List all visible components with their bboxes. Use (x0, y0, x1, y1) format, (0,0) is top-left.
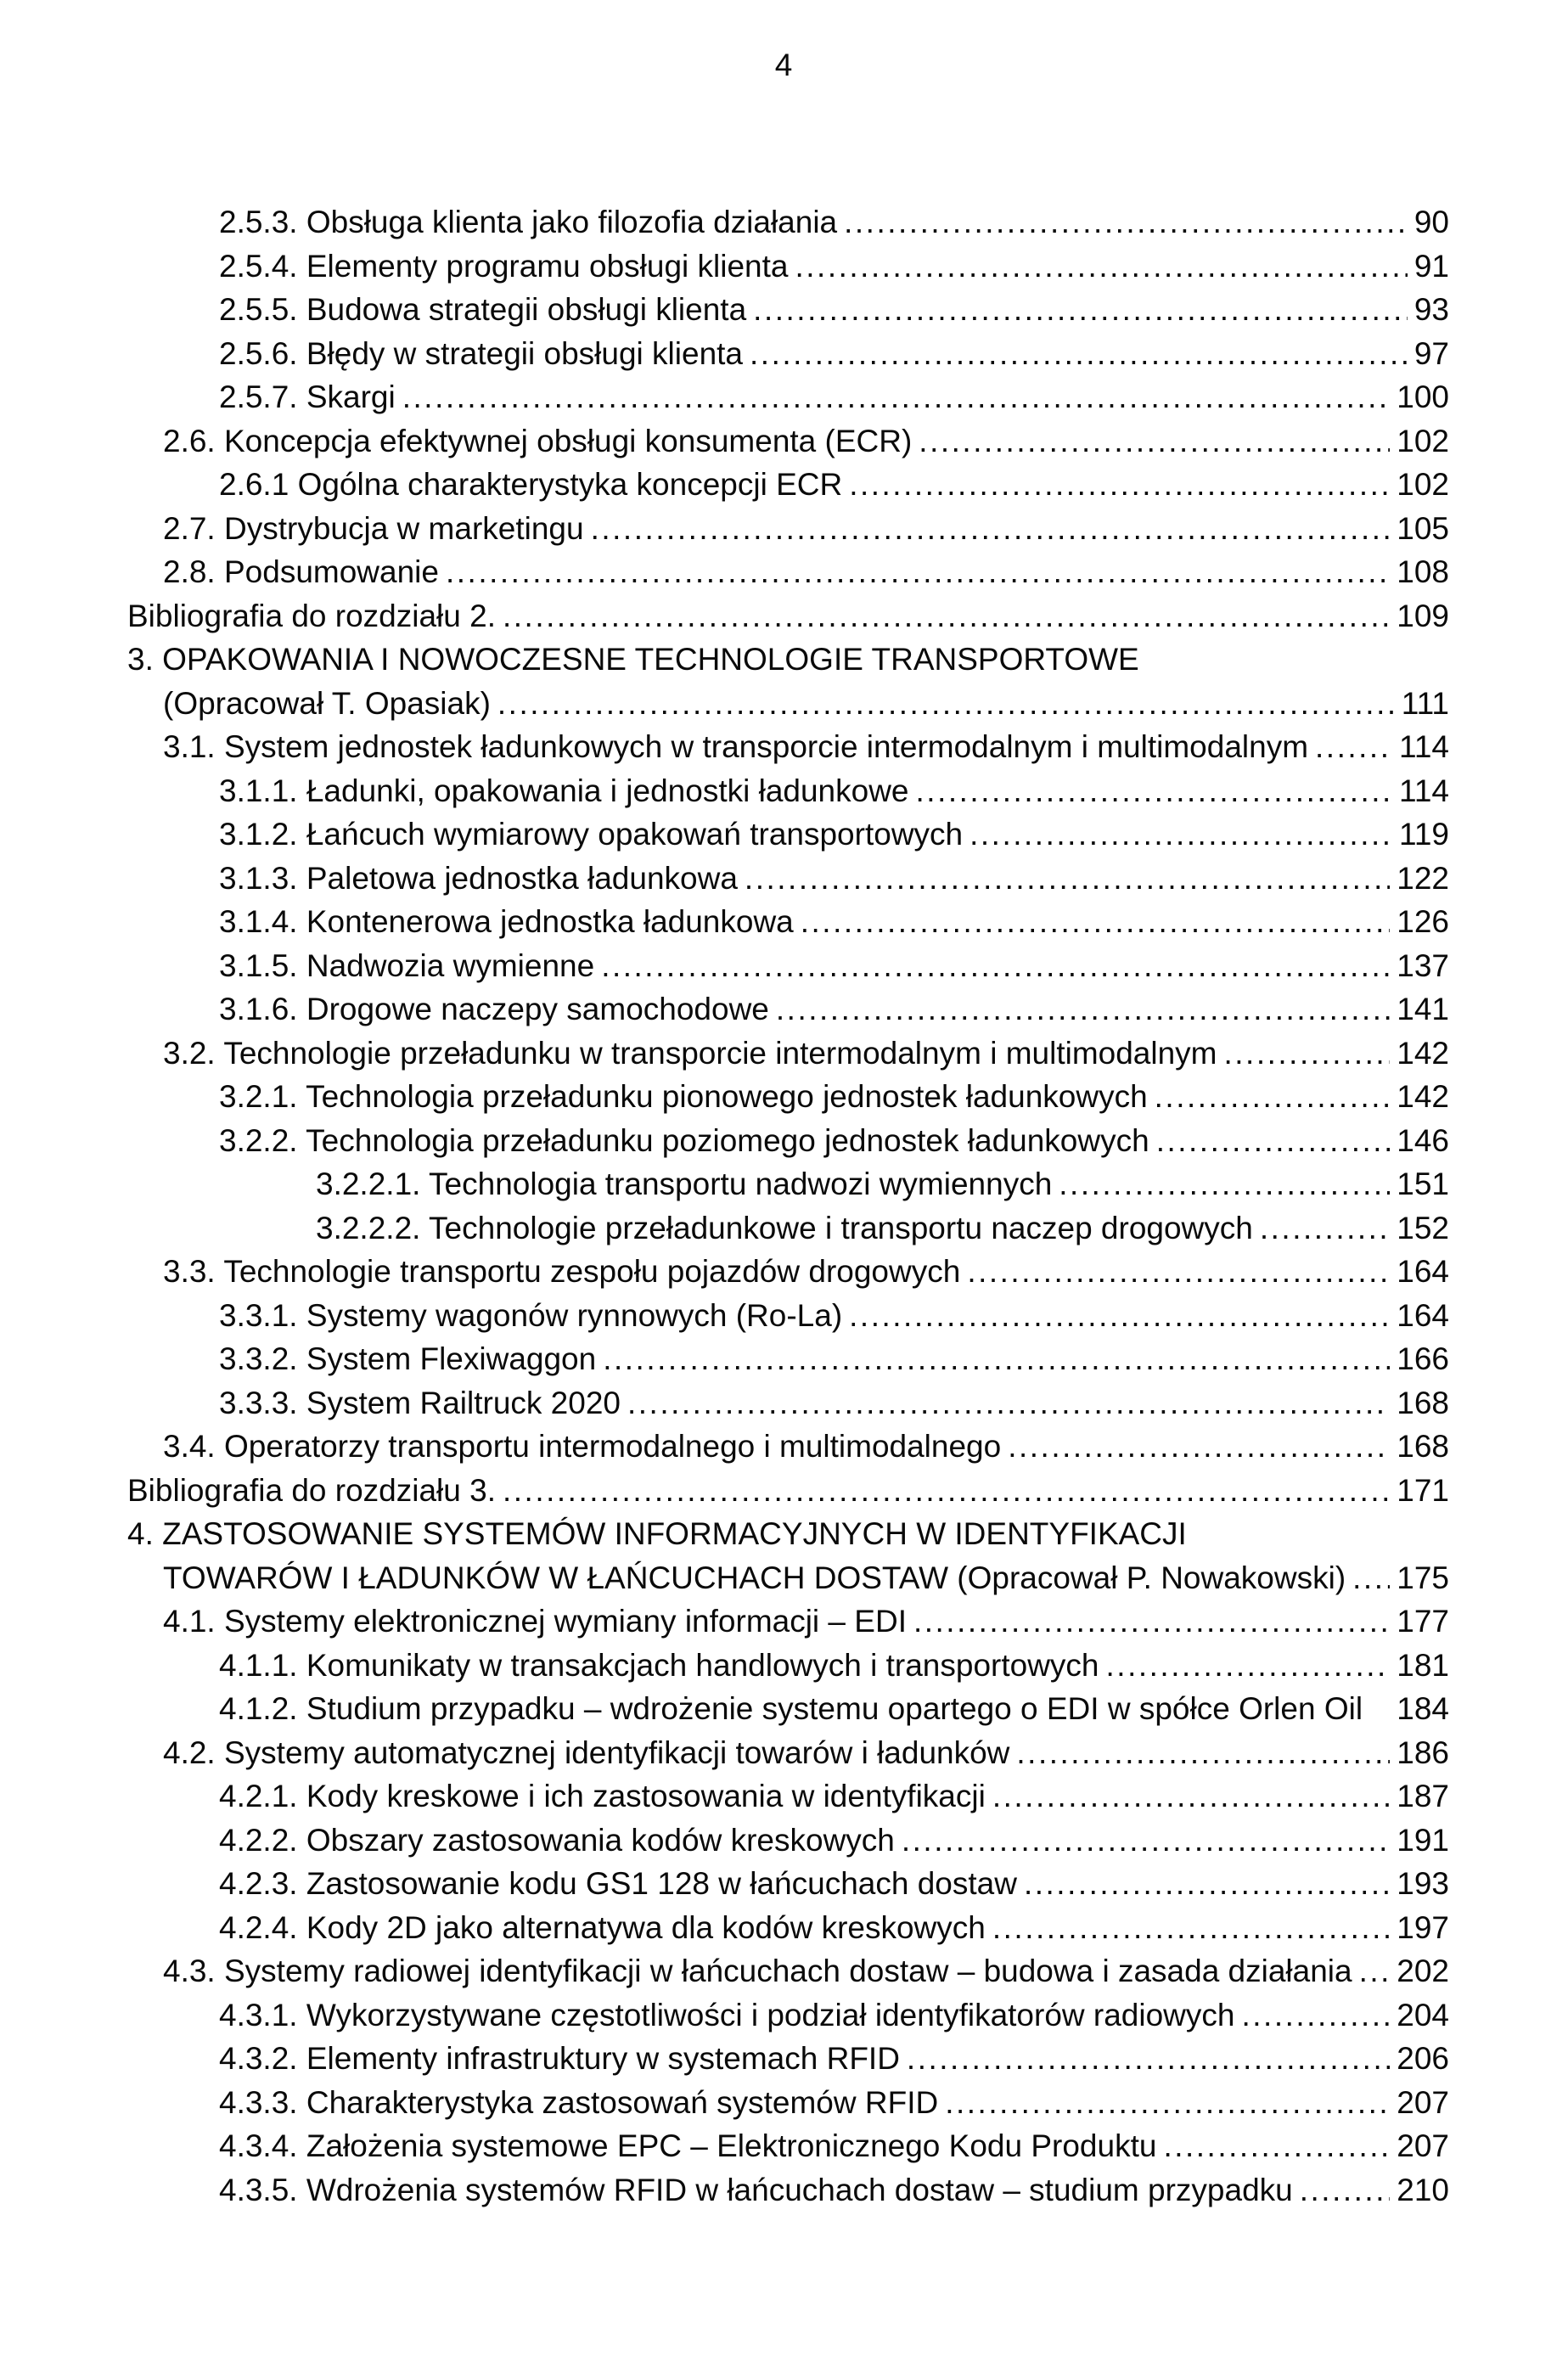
toc-entry-title: 3.1.3. Paletowa jednostka ładunkowa (219, 860, 738, 896)
toc-entry-page: 166 (1397, 1341, 1449, 1376)
toc-entry-page: 142 (1397, 1079, 1449, 1114)
toc-entry (127, 1644, 1449, 1688)
toc-leader-dots (503, 1469, 1390, 1513)
toc-entry (127, 1032, 1449, 1076)
toc-entry-page: 181 (1397, 1647, 1449, 1683)
toc-entry-page: 164 (1397, 1297, 1449, 1333)
toc-entry-page: 114 (1399, 773, 1449, 808)
toc-entry-title: 4.2.2. Obszary zastosowania kodów kreskowych (219, 1822, 895, 1858)
toc-entry-page: 102 (1397, 467, 1449, 502)
toc-entry-title: Bibliografia do rozdziału 3. (127, 1472, 496, 1508)
toc-leader-dots (849, 1294, 1390, 1338)
toc-entry-page: 126 (1397, 904, 1449, 939)
toc-entry-page: 100 (1397, 380, 1449, 414)
toc-entry-page: 206 (1397, 2041, 1449, 2076)
toc-entry (127, 1206, 1449, 1251)
toc-entry-title: 4.3.1. Wykorzystywane częstotliwości i podział identyfikatorów radiowych (219, 1997, 1235, 2032)
toc-entry-title: 3.3.1. Systemy wagonów rynnowych (Ro-La) (219, 1297, 843, 1333)
toc-leader-dots (446, 550, 1390, 594)
toc-leader-dots (745, 857, 1390, 901)
toc-entry-title: 4.1.1. Komunikaty w transakcjach handlowych i transportowych (219, 1647, 1099, 1683)
toc-leader-dots (919, 419, 1390, 464)
toc-entry-title: (Opracował T. Opasiak) (163, 685, 491, 721)
toc-entry-title: 3.1.1. Ładunki, opakowania i jednostki ładunkowe (219, 773, 909, 808)
toc-entry-page: 197 (1397, 1909, 1449, 1945)
toc-entry-title: 3.3.2. System Flexiwaggon (219, 1341, 597, 1376)
page-number: 4 (774, 48, 794, 82)
toc-leader-dots (402, 375, 1391, 419)
toc-entry-page: 152 (1397, 1210, 1449, 1245)
toc-entry-page: 168 (1397, 1429, 1449, 1464)
toc-entry-title: 3.1.6. Drogowe naczepy samochodowe (219, 992, 769, 1026)
toc-leader-dots (907, 2037, 1390, 2081)
toc-entry (127, 2037, 1449, 2081)
toc-entry-title: 3.1.4. Kontenerowa jednostka ładunkowa (219, 904, 794, 939)
toc-leader-dots (1008, 1425, 1390, 1469)
toc-entry-title: 2.6. Koncepcja efektywnej obsługi konsumenta (ECR) (163, 423, 913, 458)
toc-entry-title: 3.3.3. System Railtruck 2020 (219, 1385, 621, 1420)
toc-entry (127, 2081, 1449, 2125)
toc-entry-page: 90 (1413, 205, 1449, 239)
toc-entry (127, 769, 1449, 813)
toc-entry-title: 2.5.3. Obsługa klienta jako filozofia działania (219, 205, 838, 239)
toc-entry-title: 4. ZASTOSOWANIE SYSTEMÓW INFORMACYJNYCH W IDENTYFIKACJI (127, 1516, 1187, 1551)
toc-leader-dots (776, 987, 1390, 1032)
toc-entry (127, 1600, 1449, 1644)
toc-leader-dots (1241, 1993, 1390, 2038)
toc-leader-dots (601, 944, 1390, 988)
toc-leader-dots (1024, 1862, 1390, 1906)
toc-leader-dots (591, 507, 1391, 551)
toc-leader-dots (967, 1250, 1390, 1294)
toc-entry-title: 2.7. Dystrybucja w marketingu (163, 510, 584, 546)
toc-leader-dots (795, 245, 1407, 289)
toc-list (127, 200, 1449, 2212)
toc-entry-title: 4.2.1. Kody kreskowe i ich zastosowania w identyfikacji (219, 1779, 986, 1813)
toc-entry-title: 3.3. Technologie transportu zespołu pojazdów drogowych (163, 1254, 961, 1289)
toc-entry (127, 1949, 1449, 1993)
toc-leader-dots (753, 288, 1408, 332)
toc-entry-page: 105 (1397, 510, 1449, 546)
toc-entry-title: 3. OPAKOWANIA I NOWOCZESNE TECHNOLOGIE TRANSPORTOWE (127, 642, 1139, 677)
toc-entry (127, 1862, 1449, 1906)
toc-entry-title: 2.5.6. Błędy w strategii obsługi klienta (219, 335, 744, 371)
toc-leader-dots (1106, 1644, 1391, 1688)
toc-entry (127, 1381, 1449, 1425)
toc-entry-page: 151 (1397, 1167, 1449, 1201)
toc-entry-title: 2.5.7. Skargi (219, 380, 396, 414)
toc-entry-title: 4.1. Systemy elektronicznej wymiany informacji – EDI (163, 1604, 907, 1639)
toc-leader-dots (992, 1906, 1390, 1950)
toc-leader-dots (1016, 1731, 1390, 1775)
toc-entry (127, 1469, 1449, 1513)
toc-entry (127, 332, 1449, 376)
toc-leader-dots (1315, 725, 1392, 769)
toc-entry-page: 207 (1397, 2128, 1449, 2163)
toc-leader-dots (1155, 1075, 1391, 1119)
toc-entry-page: 164 (1397, 1254, 1449, 1289)
toc-entry-page: 186 (1397, 1734, 1449, 1770)
toc-entry (127, 1819, 1449, 1863)
toc-entry-page: 207 (1397, 2084, 1449, 2120)
toc-leader-dots (902, 1819, 1390, 1863)
toc-entry (127, 550, 1449, 594)
toc-entry (127, 1294, 1449, 1338)
toc-entry-title: 3.1.2. Łańcuch wymiarowy opakowań transportowych (219, 817, 964, 852)
toc-leader-dots (603, 1337, 1390, 1381)
toc-entry (127, 1906, 1449, 1950)
toc-entry-title: 4.1.2. Studium przypadku – wdrożenie systemu opartego o EDI w spółce Orlen Oil (219, 1691, 1363, 1726)
toc-entry-page: 137 (1397, 947, 1449, 983)
toc-entry-title: 2.6.1 Ogólna charakterystyka koncepcji ECR (219, 467, 843, 502)
toc-leader-dots (503, 594, 1390, 638)
toc-entry-title: 4.2.4. Kody 2D jako alternatywa dla kodów kreskowych (219, 1909, 986, 1945)
toc-entry (127, 1774, 1449, 1819)
toc-entry-title: 3.4. Operatorzy transportu intermodalnego i multimodalnego (163, 1429, 1002, 1464)
toc-entry (127, 1119, 1449, 1163)
toc-entry (127, 2124, 1449, 2168)
toc-leader-dots (1359, 1949, 1391, 1993)
toc-entry-page: 146 (1397, 1122, 1449, 1158)
toc-entry (127, 857, 1449, 901)
toc-entry-page: 119 (1399, 817, 1449, 852)
toc-entry-page: 204 (1397, 1997, 1449, 2032)
toc-leader-dots (945, 2081, 1390, 2125)
toc-entry-title: 3.2. Technologie przeładunku w transporcie intermodalnym i multimodalnym (163, 1035, 1217, 1071)
toc-entry-title: Bibliografia do rozdziału 2. (127, 598, 496, 633)
toc-leader-dots (969, 812, 1392, 857)
toc-entry (127, 507, 1449, 551)
toc-entry-title: 3.1. System jednostek ładunkowych w transporcie intermodalnym i multimodalnym (163, 729, 1309, 764)
toc-entry-page: 122 (1397, 860, 1449, 896)
toc-entry-title: 4.3.5. Wdrożenia systemów RFID w łańcuchach dostaw – studium przypadku (219, 2172, 1293, 2207)
toc-entry-page: 210 (1397, 2172, 1449, 2207)
toc-entry-page: 91 (1413, 248, 1449, 284)
toc-entry-page: 184 (1397, 1691, 1449, 1726)
toc-entry-title: 4.2.3. Zastosowanie kodu GS1 128 w łańcuchach dostaw (219, 1866, 1017, 1901)
toc-entry (127, 375, 1449, 419)
toc-entry-title: TOWARÓW I ŁADUNKÓW W ŁAŃCUCHACH DOSTAW (Opracował P. Nowakowski) (163, 1560, 1346, 1595)
toc-entry (127, 1075, 1449, 1119)
toc-entry (127, 1687, 1449, 1731)
toc-entry (127, 245, 1449, 289)
toc-entry-title: 4.3.3. Charakterystyka zastosowań systemów RFID (219, 2084, 939, 2120)
toc-entry (127, 463, 1449, 507)
toc-entry-title: 2.5.4. Elementy programu obsługi klienta (219, 248, 789, 284)
toc-entry (127, 944, 1449, 988)
toc-entry-title: 4.3. Systemy radiowej identyfikacji w łańcuchach dostaw – budowa i zasada działania (163, 1954, 1352, 1988)
toc-entry-title: 3.1.5. Nadwozia wymienne (219, 947, 595, 983)
toc-entry-title: 3.2.1. Technologia przeładunku pionowego jednostek ładunkowych (219, 1079, 1148, 1114)
toc-entry-page: 93 (1413, 292, 1449, 327)
toc-leader-dots (844, 200, 1408, 245)
toc-entry-title: 2.5.5. Budowa strategii obsługi klienta (219, 292, 747, 327)
toc-entry (127, 1162, 1449, 1206)
toc-leader-dots (916, 769, 1392, 813)
toc-entry (127, 1731, 1449, 1775)
toc-entry (127, 1512, 1449, 1556)
toc-entry-title: 4.3.4. Założenia systemowe EPC – Elektronicznego Kodu Produktu (219, 2128, 1157, 2163)
toc-entry-title: 2.8. Podsumowanie (163, 554, 439, 589)
toc-entry-page: 114 (1399, 729, 1449, 764)
toc-entry (127, 2168, 1449, 2212)
toc-entry (127, 1556, 1449, 1600)
toc-entry-page: 187 (1397, 1779, 1449, 1813)
toc-entry (127, 682, 1449, 726)
toc-leader-dots (913, 1600, 1390, 1644)
toc-entry (127, 725, 1449, 769)
toc-entry-page: 175 (1397, 1560, 1449, 1595)
toc-entry-title: 4.3.2. Elementy infrastruktury w systemach RFID (219, 2041, 900, 2076)
toc-entry (127, 1425, 1449, 1469)
toc-leader-dots (849, 463, 1390, 507)
toc-leader-dots (627, 1381, 1390, 1425)
toc-entry-page: 111 (1401, 685, 1449, 721)
toc-entry-page: 193 (1397, 1866, 1449, 1901)
toc-entry (127, 812, 1449, 857)
toc-entry-title: 4.2. Systemy automatycznej identyfikacji towarów i ładunków (163, 1734, 1010, 1770)
toc-entry (127, 288, 1449, 332)
toc-leader-dots (750, 332, 1408, 376)
toc-entry-page: 142 (1397, 1035, 1449, 1071)
toc-entry (127, 900, 1449, 944)
toc-entry-title: 3.2.2.2. Technologie przeładunkowe i transportu naczep drogowych (316, 1210, 1253, 1245)
toc-leader-dots (992, 1774, 1390, 1819)
toc-entry-title: 3.2.2. Technologia przeładunku poziomego jednostek ładunkowych (219, 1122, 1149, 1158)
toc-entry (127, 419, 1449, 464)
toc-leader-dots (1260, 1206, 1390, 1251)
toc-entry-page: 191 (1397, 1822, 1449, 1858)
toc-leader-dots (1156, 1119, 1391, 1163)
toc-entry-page: 108 (1397, 554, 1449, 589)
toc-entry-page: 177 (1397, 1604, 1449, 1639)
toc-leader-dots (1300, 2168, 1391, 2212)
toc-entry-page: 202 (1397, 1954, 1449, 1988)
toc-entry (127, 1993, 1449, 2038)
toc-entry (127, 200, 1449, 245)
toc-leader-dots (801, 900, 1391, 944)
toc-entry (127, 594, 1449, 638)
toc-entry-page: 102 (1397, 423, 1449, 458)
toc-entry-title: 3.2.2.1. Technologia transportu nadwozi wymiennych (316, 1167, 1053, 1201)
toc-entry-page: 97 (1413, 335, 1449, 371)
toc-entry (127, 638, 1449, 682)
toc-entry-page: 109 (1397, 598, 1449, 633)
toc-leader-dots (1059, 1162, 1390, 1206)
toc-entry (127, 1250, 1449, 1294)
toc-leader-dots (1163, 2124, 1390, 2168)
toc-entry (127, 1337, 1449, 1381)
toc-leader-dots (1224, 1032, 1391, 1076)
toc-leader-dots (497, 682, 1395, 726)
toc-entry-page: 141 (1397, 992, 1449, 1026)
toc-entry-page: 171 (1397, 1472, 1449, 1508)
toc-leader-dots (1352, 1556, 1390, 1600)
toc-entry (127, 987, 1449, 1032)
toc-entry-page: 168 (1397, 1385, 1449, 1420)
